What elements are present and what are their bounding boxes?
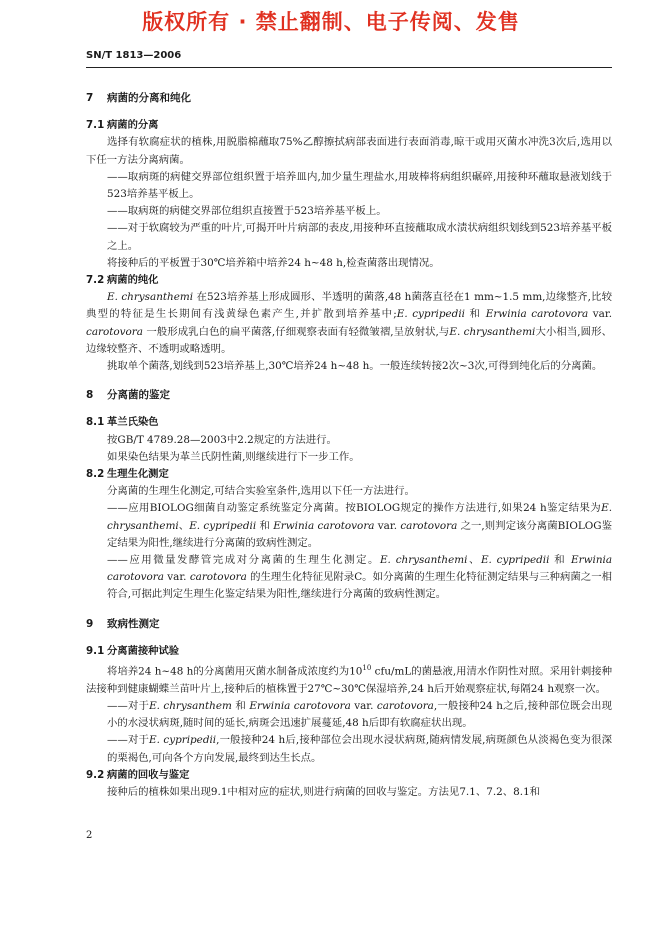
- section-9-heading: 9 致病性测定: [86, 617, 160, 630]
- page-number: 2: [86, 830, 93, 841]
- section-8-heading: 8 分离菌的鉴定: [86, 389, 170, 402]
- section-7-heading: 7 病菌的分离和纯化: [86, 92, 191, 104]
- document-body: [86, 90, 612, 801]
- section-8-1-para-2: 如果染色结果为革兰氏阴性菌,则继续进行下一步工作。: [107, 450, 360, 463]
- watermark-banner: 版权所有 · 禁止翻制、电子传阅、发售: [142, 10, 520, 34]
- section-9-2-para-1: 接种后的植株如果出现9.1中相对应的症状,则进行病菌的回收与鉴定。方法见7.1、7.2、8.1和: [107, 785, 541, 798]
- standard-code: SN/T 1813—2006: [86, 50, 182, 61]
- section-7-1-para-1: 选择有软腐症状的植株,用脱脂棉蘸取75%乙醇擦拭病部表面进行表面消毒,晾干或用灭菌水冲洗3次后,选用以下任一方法分离病菌。: [86, 136, 612, 166]
- section-7-1-heading: 7.1 病菌的分离: [86, 119, 159, 132]
- section-7-1-item-3: ——对于软腐较为严重的叶片,可揭开叶片病部的表皮,用接种环直接蘸取成水渍状病组织划线到523培养基平板之上。: [107, 222, 612, 252]
- section-9-1-item-2: ——对于E. cypripedii,一般接种24 h后,接种部位会出现水浸状病斑,随病情发展,病斑颜色从淡褐色变为很深的栗褐色,可向各个方向发展,最终到达生长点。: [107, 734, 613, 764]
- section-8-2-heading: 8.2 生理生化测定: [86, 468, 169, 481]
- section-8-2-item-2: ——应用微量发酵管完成对分离菌的生理生化测定。E. chrysanthemi、E. cypripedii 和 Erwinia carotovora var. carotovora 的生理生化特征见附录C。如分离菌的生理生化特征测定结果与三种病菌之一相符合,可据此判定生理生化鉴定结果为阳性,继续进行分离菌的致病性测定。: [107, 554, 613, 601]
- section-8-2-para-1: 分离菌的生理生化测定,可结合实验室条件,选用以下任一方法进行。: [107, 485, 415, 498]
- section-7-2-para-2: 挑取单个菌落,划线到523培养基上,30℃培养24 h~48 h。一般连续转接2次~3次,可得到纯化后的分离菌。: [107, 360, 603, 373]
- section-7-1-item-2: ——取病斑的病健交界部位组织直接置于523培养基平板上。: [107, 205, 387, 218]
- section-7-1-item-1: ——取病斑的病健交界部位组织置于培养皿内,加少量生理盐水,用玻棒将病组织碾碎,用接种环蘸取悬液划线于523培养基平板上。: [107, 170, 612, 201]
- section-9-1-para-1: 将培养24 h~48 h的分离菌用灭菌水制备成浓度约为$10^{10}$ cfu/mL的菌悬液,用清水作阴性对照。采用针刺接种法接种到健康蝴蝶兰苗叶片上,接种后的植株置于27℃~30℃保湿培养,24 h后开始观察症状,每隔24 h观察一次。: [86, 664, 613, 695]
- section-8-1-heading: 8.1 革兰氏染色: [86, 416, 159, 429]
- section-7-2-heading: 7.2 病菌的纯化: [86, 274, 159, 287]
- section-8-2-item-1: ——应用BIOLOG细菌自动鉴定系统鉴定分离菌。按BIOLOG规定的操作方法进行,如果24 h鉴定结果为E. chrysanthemi、E. cypripedii 和 Erwinia carotovora var. carotovora 之一,则判定该分离菌BIOLOG鉴定结果为阳性,继续进行分离菌的致病性测定。: [107, 502, 613, 549]
- section-8-1-para-1: 按GB/T 4789.28—2003中2.2规定的方法进行。: [107, 433, 337, 446]
- header-rule: [86, 67, 612, 68]
- section-9-1-heading: 9.1 分离菌接种试验: [86, 644, 180, 657]
- section-7-2-para-1: E. chrysanthemi 在523培养基上形成圆形、半透明的菌落,48 h菌落直径在1 mm~1.5 mm,边缘整齐,比较典型的特征是生长期间有浅黄绿色素产生,并扩散到培养基中;E. cypripedii 和 Erwinia carotovora var. carotovora 一般形成乳白色的扁平菌落,仔细观察表面有轻微皱褶,呈放射状,与E. chrysanthemi大小相当,圆形、边缘较整齐、不透明或略透明。: [86, 291, 612, 355]
- section-7-1-para-2: 将接种后的平板置于30℃培养箱中培养24 h~48 h,检查菌落出现情况。: [107, 256, 440, 269]
- section-9-2-heading: 9.2 病菌的回收与鉴定: [86, 768, 190, 781]
- section-9-1-item-1: ——对于E. chrysanthem 和 Erwinia carotovora var. carotovora,一般接种24 h之后,接种部位既会出现小的水浸状病斑,随时间的延长,病斑会迅速扩展蔓延,48 h后即有软腐症状出现。: [107, 699, 612, 730]
